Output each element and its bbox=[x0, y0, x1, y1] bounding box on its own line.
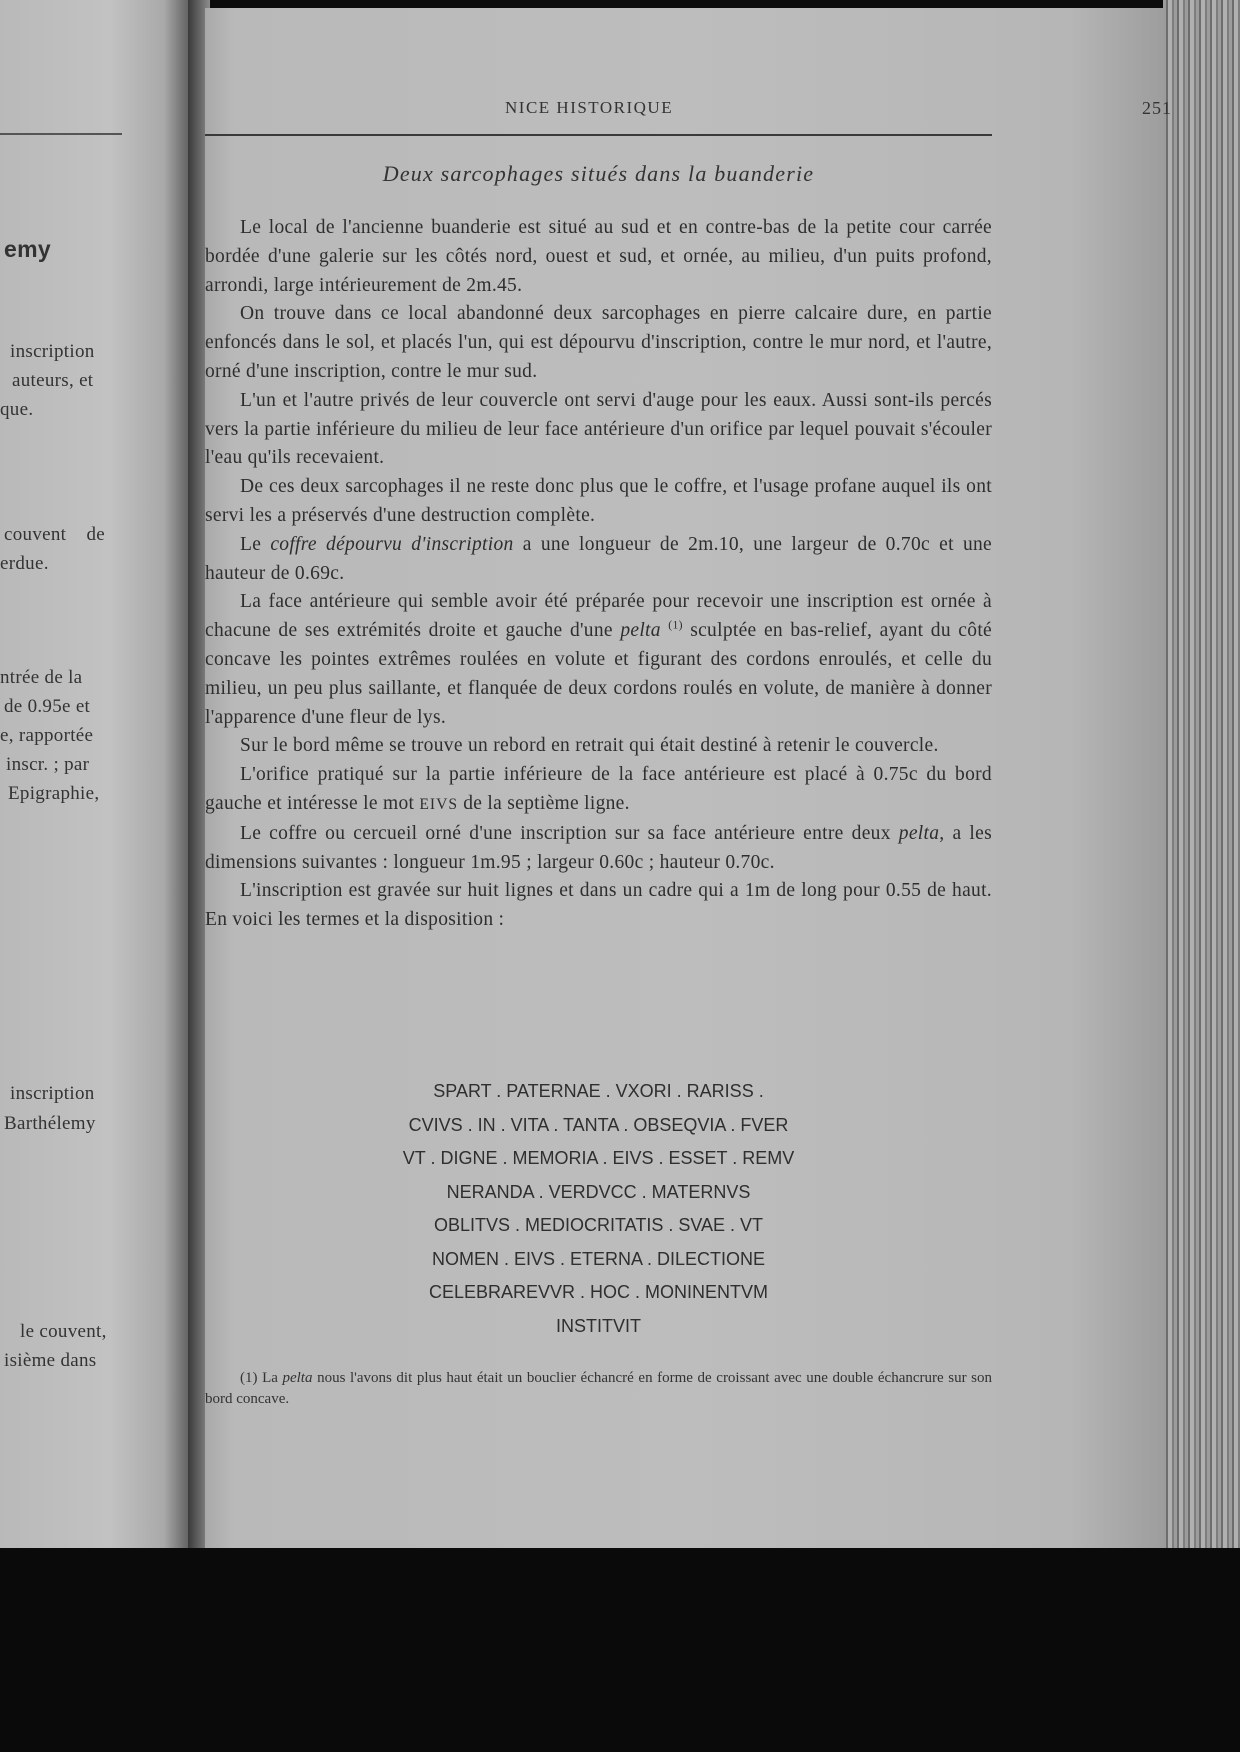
page-content bbox=[205, 8, 1172, 1553]
paragraph-text: de la septième ligne. bbox=[458, 792, 630, 814]
paragraph-text: La face antérieure qui semble avoir été préparée pour recevoir une inscription est ornée à chacune de ses extrémités droite et gauche d'une bbox=[205, 591, 992, 642]
running-head: NICE HISTORIQUE bbox=[505, 98, 674, 117]
left-fragment: inscription bbox=[10, 1083, 95, 1104]
left-fragment: de 0.95e et bbox=[4, 696, 91, 717]
italic-term: pelta bbox=[620, 620, 661, 642]
paragraph bbox=[205, 761, 992, 820]
italic-term: pelta bbox=[282, 1370, 313, 1386]
paragraph-text: Le coffre ou cercueil orné d'une inscription sur sa face antérieure entre deux bbox=[240, 822, 899, 844]
inscription-line: CELEBRAREVVR . HOC . MONINENTVM bbox=[428, 1282, 769, 1302]
paragraph-text: a les dimensions suivantes : longueur 1m.95 ; largeur 0.60c ; hauteur 0.70c. bbox=[205, 822, 992, 873]
inscription-line: NOMEN . EIVS . ETERNA . DILECTIONE bbox=[431, 1248, 766, 1269]
left-fragment: que. bbox=[0, 399, 34, 420]
left-fragment: e, rapportée bbox=[0, 725, 94, 746]
section-title: Deux sarcophages situés dans la buanderie bbox=[382, 161, 815, 186]
italic-phrase: coffre dépourvu d'inscription bbox=[270, 533, 514, 555]
page-edge-stack bbox=[1163, 0, 1240, 1560]
inscription-line: INSTITVIT bbox=[556, 1315, 641, 1336]
footnote-reference: (1) bbox=[668, 618, 683, 632]
page-number: 251 bbox=[1142, 98, 1172, 118]
left-fragment: couvent de bbox=[4, 524, 105, 545]
paragraph-text: L'orifice pratiqué sur la partie inférieure de la face antérieure est placé à 0.75c du bord gauche et intéresse le mot bbox=[205, 764, 992, 814]
small-caps-word: EIVS bbox=[419, 795, 459, 813]
footnote-marker: (1) La bbox=[240, 1370, 283, 1386]
inscription-line: OBLITVS . MEDIOCRITATIS . SVAE . VT bbox=[433, 1215, 764, 1235]
inscription-line: CVIVS . IN . VITA . TANTA . OBSEQVIA . FVER bbox=[408, 1114, 789, 1135]
left-fragment: inscr. ; par bbox=[6, 754, 90, 775]
left-fragment: auteurs, et bbox=[12, 370, 94, 391]
paragraph bbox=[205, 588, 992, 732]
left-fragment: isième dans bbox=[4, 1350, 97, 1371]
paragraph-text: a une longueur de 2m.10, une largeur de 0.70c et une hauteur de 0.69c. bbox=[205, 533, 992, 584]
inscription-line: SPART . PATERNAE . VXORI . RARISS . bbox=[433, 1081, 764, 1101]
left-fragment: Barthélemy bbox=[4, 1113, 96, 1134]
left-page-rule bbox=[0, 133, 122, 135]
paragraph: L'inscription est gravée sur huit lignes et dans un cadre qui a 1m de long pour 0.55 de haut. En voici les termes et la disposition : bbox=[205, 880, 992, 931]
footnote-text: nous l'avons dit plus haut était un bouclier échancré en forme de croissant avec une double échancrure sur son bord concave. bbox=[205, 1370, 992, 1407]
left-fragment: emy bbox=[4, 236, 51, 262]
paragraph-text: sculptée en bas-relief, ayant du côté concave les pointes extrêmes roulées en volute et figurant des cordons enroulés, et celle du milieu, un peu plus saillante, et flanquée de deux cordons roulés en volute, de manière à donner l'apparence d'une fleur de lys. bbox=[205, 620, 992, 728]
paragraph: Sur le bord même se trouve un rebord en retrait qui était destiné à retenir le couvercle. bbox=[240, 735, 939, 757]
left-fragment: Epigraphie, bbox=[8, 783, 100, 804]
body-text bbox=[205, 214, 992, 935]
paragraph: De ces deux sarcophages il ne reste donc plus que le coffre, et l'usage profane auquel ils ont servi les a préservés d'une destruction complète. bbox=[205, 476, 992, 526]
left-fragment: le couvent, bbox=[20, 1321, 107, 1342]
latin-inscription bbox=[205, 1075, 992, 1343]
footnote bbox=[205, 1368, 992, 1410]
header-rule bbox=[205, 134, 992, 136]
inscription-line: VT . DIGNE . MEMORIA . EIVS . ESSET . REMV bbox=[402, 1148, 795, 1168]
scan-bottom-shadow bbox=[0, 1548, 1240, 1752]
left-fragment: ntrée de la bbox=[0, 667, 83, 688]
left-fragment: erdue. bbox=[0, 553, 49, 574]
left-fragment: inscription bbox=[10, 341, 95, 362]
paragraph: On trouve dans ce local abandonné deux sarcophages en pierre calcaire dure, en partie enfoncés dans le sol, et placés l'un, qui est dépourvu d'inscription, contre le mur nord, et l'autre, orné d'une inscription, contre le mur sud. bbox=[205, 303, 992, 382]
italic-term: pelta, bbox=[898, 822, 945, 844]
left-page bbox=[0, 0, 200, 1548]
paragraph: L'un et l'autre privés de leur couvercle ont servi d'auge pour les eaux. Aussi sont-ils percés vers la partie inférieure du milieu de leur face antérieure d'un orifice par lequel pouvait s'écouler l'eau qu'ils recevaient. bbox=[205, 389, 992, 469]
paragraph: Le local de l'ancienne buanderie est situé au sud et en contre-bas de la petite cour carrée bordée d'une galerie sur les côtés nord, ouest et sud, et ornée, au milieu, d'un puits profond, arrondi, large intérieurement de 2m.45. bbox=[205, 217, 992, 296]
inscription-line: NERANDA . VERDVCC . MATERNVS bbox=[446, 1181, 751, 1202]
paragraph bbox=[205, 531, 992, 589]
paragraph bbox=[205, 820, 992, 878]
paragraph-text: Le bbox=[240, 533, 271, 555]
